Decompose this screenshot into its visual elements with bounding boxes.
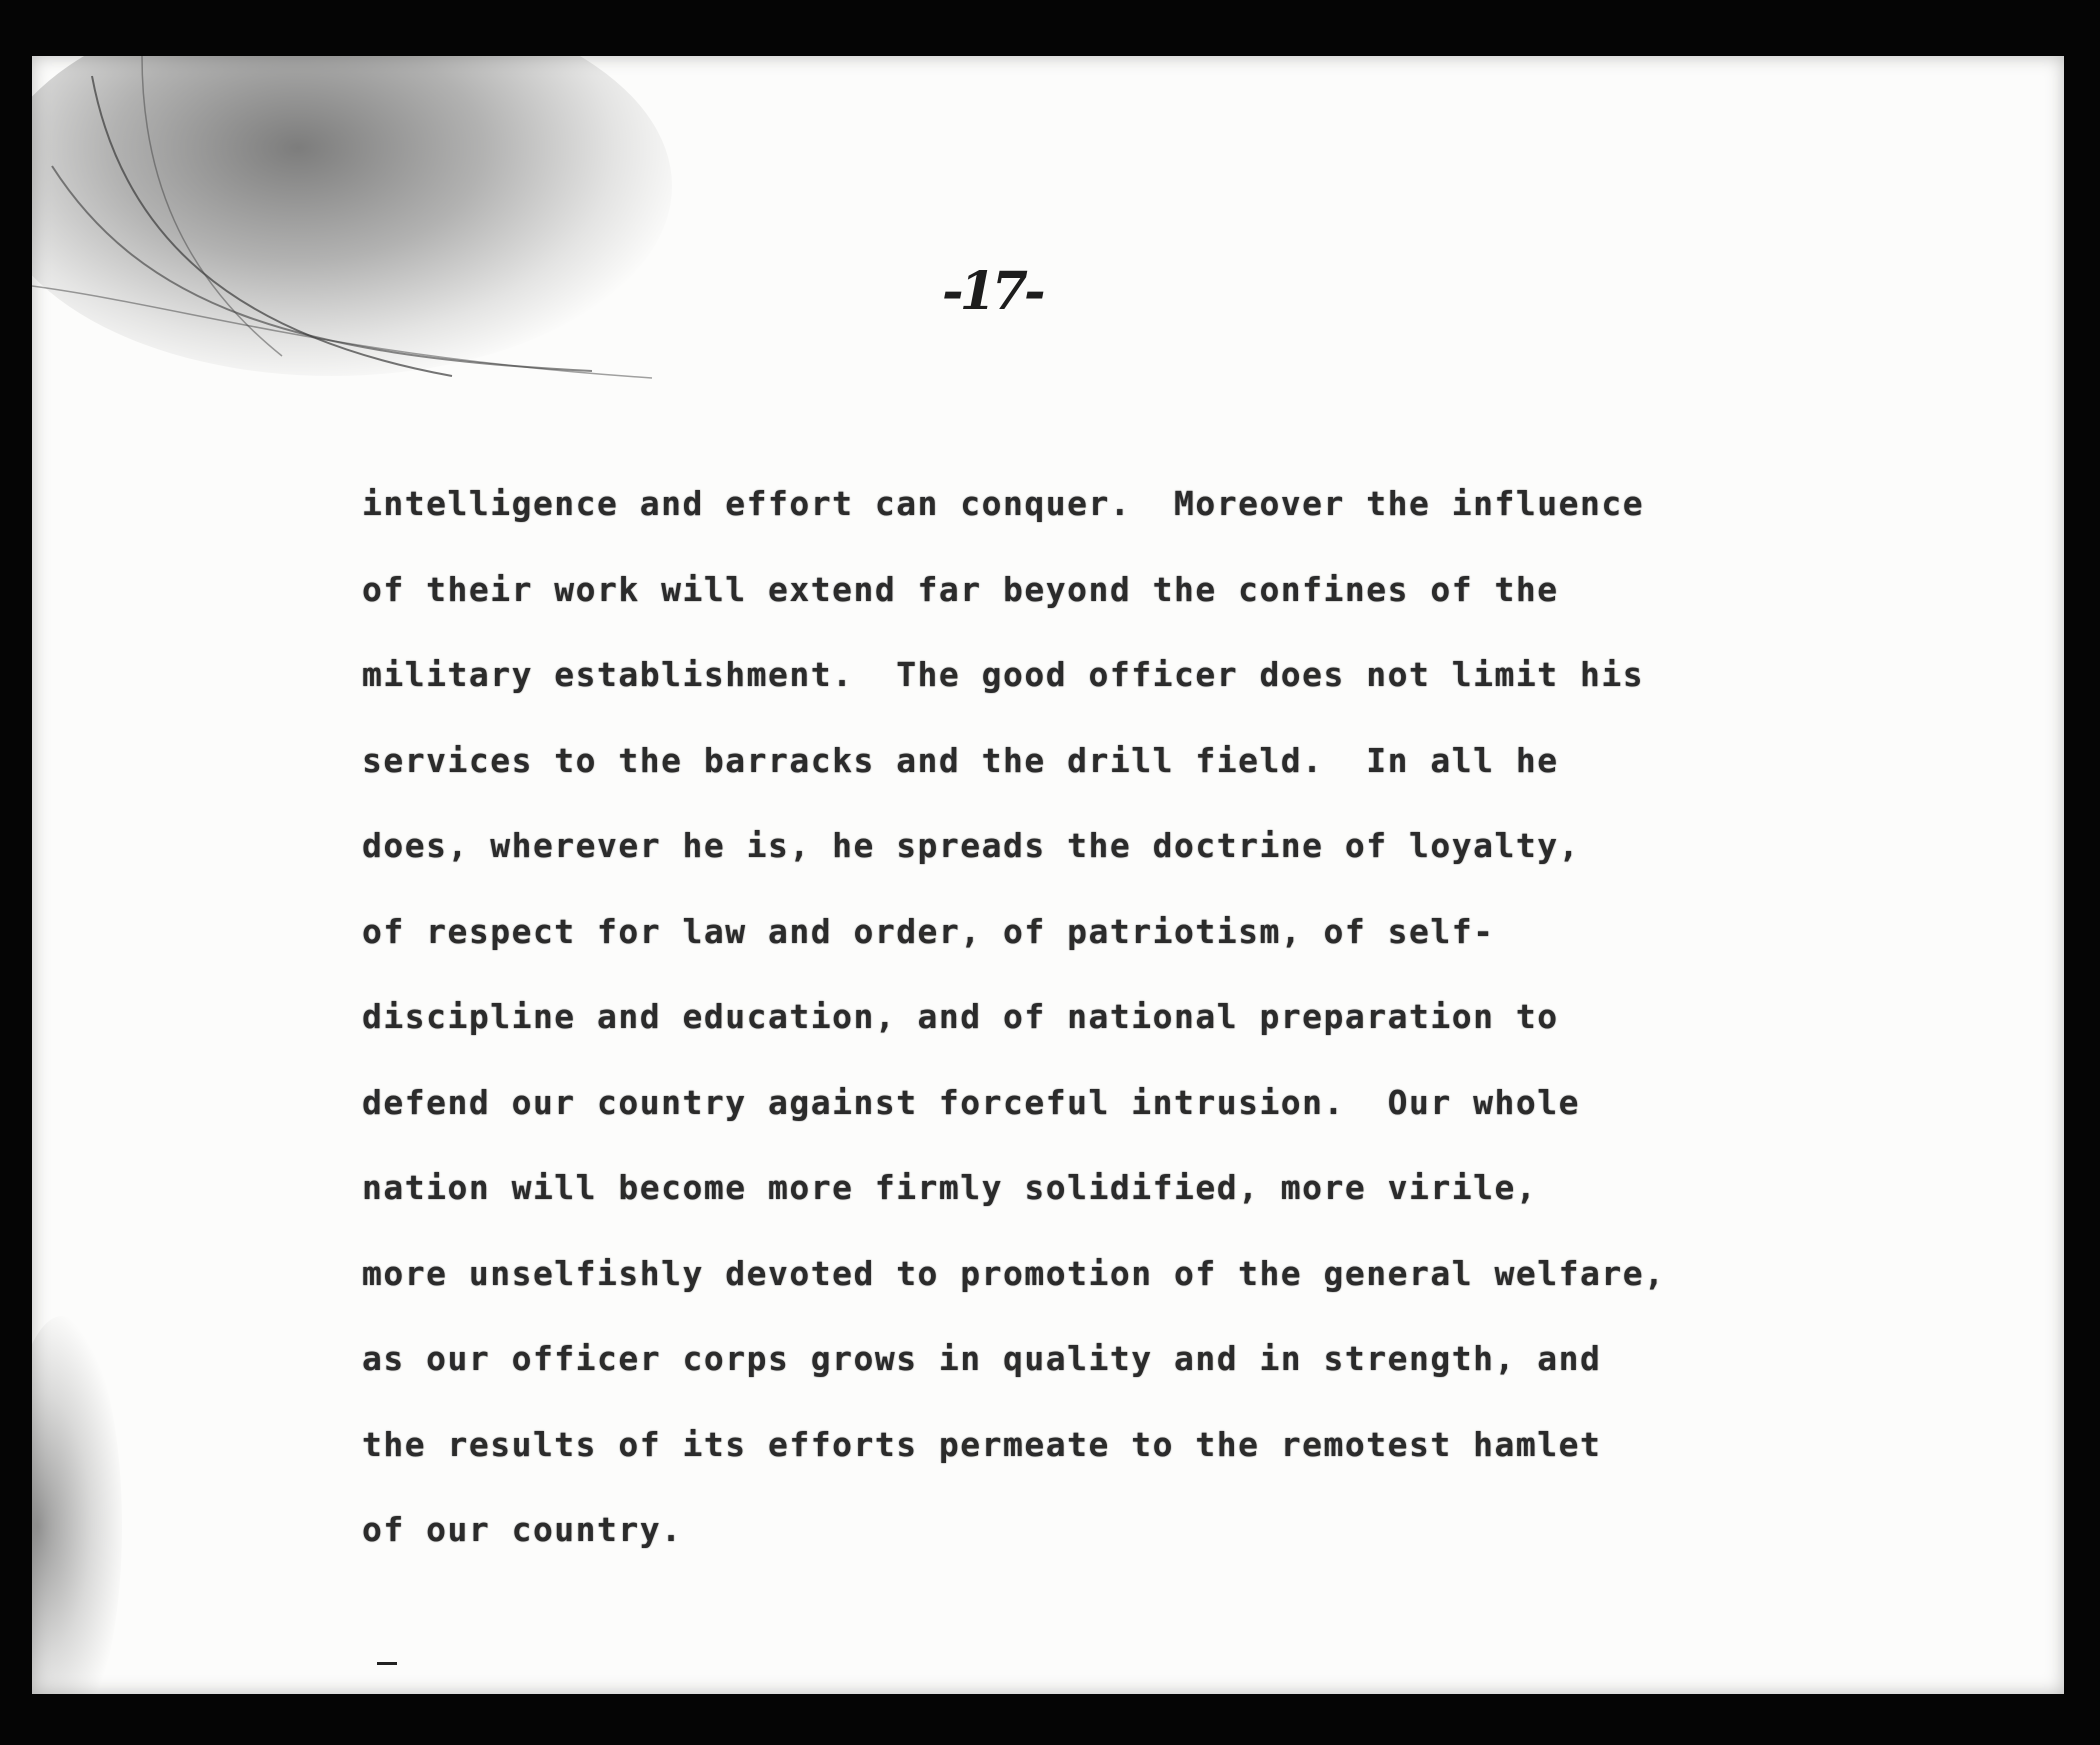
page-number: -17- [942,261,1042,322]
text-line: as our officer corps grows in quality and in strength, and [362,1339,1602,1378]
text-line: services to the barracks and the drill field. In all he [362,740,1559,780]
end-dash-mark [377,1662,397,1665]
body-text [362,461,1982,1573]
text-line: intelligence and effort can conquer. Moreover the influence [362,484,1645,523]
text-line: nation will become more firmly solidified, more virile, [362,1168,1538,1207]
document-page [32,56,2064,1694]
text-line: military establishment. The good officer does not limit his [362,655,1645,694]
text-line: more unselfishly devoted to promotion of the general welfare, [362,1253,1666,1293]
fold-crease-lines [32,56,732,416]
text-line: of respect for law and order, of patriotism, of self- [362,911,1495,951]
text-line: the results of its efforts permeate to the remotest hamlet [362,1424,1602,1464]
text-line: of our country. [362,1510,683,1549]
text-line: discipline and education, and of national preparation to [362,997,1559,1036]
text-line: does, wherever he is, he spreads the doctrine of loyalty, [362,826,1580,865]
text-line: of their work will extend far beyond the confines of the [362,569,1559,609]
smudge-left-edge [32,1316,122,1694]
text-line: defend our country against forceful intrusion. Our whole [362,1082,1580,1122]
